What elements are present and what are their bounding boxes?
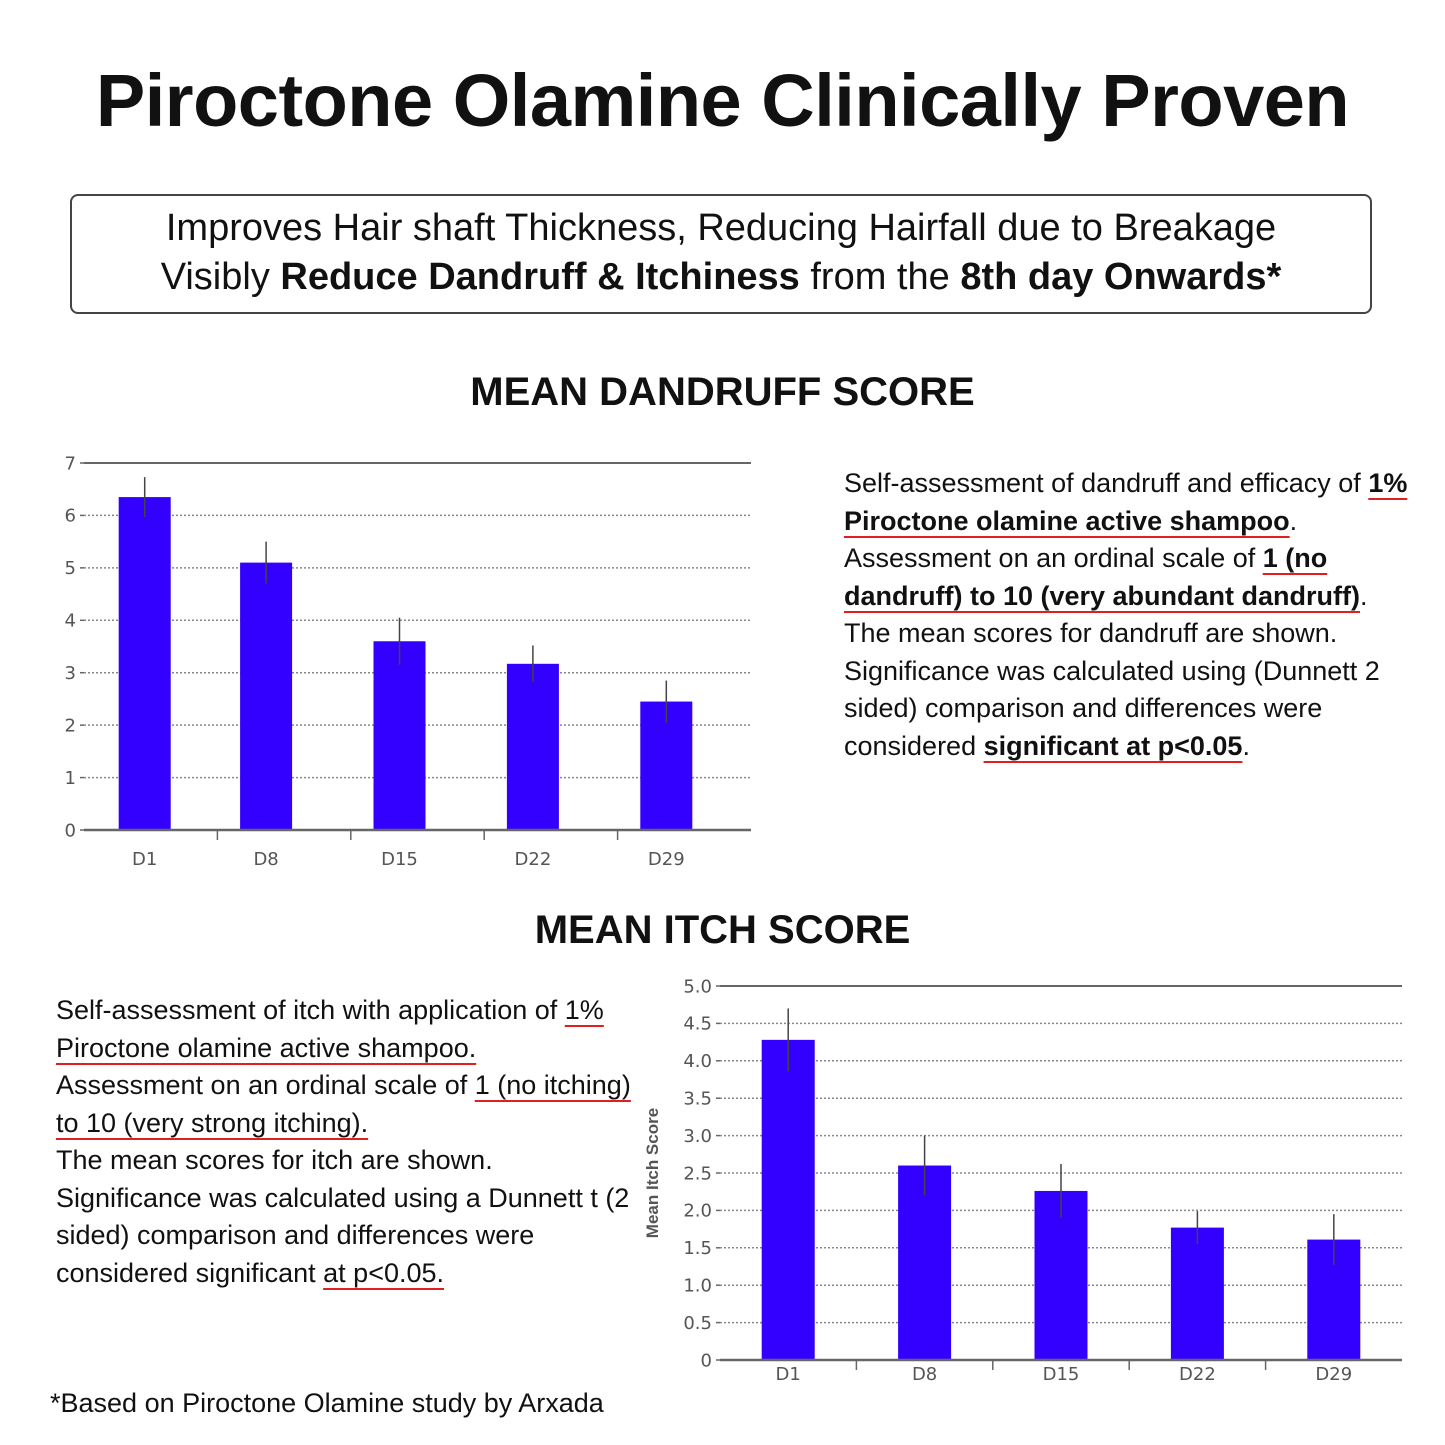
dandruff-chart-bar-d15: [374, 641, 426, 830]
claim-line-2-pre: Visibly: [160, 256, 281, 298]
claim-highlight-2: 8th day Onwards*: [960, 256, 1282, 298]
dandruff-chart-bar-d1: [119, 497, 171, 830]
claim-highlight-1: Reduce Dandruff & Itchiness: [280, 256, 800, 298]
itch-chart-y-axis-label: Mean Itch Score: [643, 1107, 662, 1239]
dandruff-chart-xtick-label: D15: [381, 849, 418, 870]
dandruff-desc-significance: significant at p<0.05: [983, 730, 1243, 761]
dandruff-desc-p3-end: .: [1242, 730, 1250, 761]
dandruff-description: [844, 465, 1424, 765]
dandruff-section-title: MEAN DANDRUFF SCORE: [470, 370, 975, 414]
page-title: Piroctone Olamine Clinically Proven: [95, 59, 1350, 142]
dandruff-desc-p1: Self-assessment of dandruff and efficacy of: [844, 468, 1369, 498]
dandruff-chart-bar-d22: [507, 664, 559, 830]
itch-chart-ytick-label: 2.0: [683, 1200, 712, 1222]
claim-line-2: [72, 253, 1370, 302]
dandruff-chart-ytick-label: 1: [64, 767, 76, 789]
dandruff-chart-ytick-label: 6: [64, 505, 76, 527]
itch-chart-ytick-label: 3.5: [683, 1088, 712, 1110]
itch-desc-p3: The mean scores for itch are shown. Significance was calculated using a Dunnett t (2 sided) comparison and differences were considered significant: [56, 1145, 630, 1288]
itch-chart-xtick-label: D22: [1179, 1364, 1216, 1385]
itch-chart-ytick-label: 0.5: [683, 1312, 712, 1334]
dandruff-chart-ytick-label: 7: [64, 453, 76, 475]
itch-desc-product: 1% Piroctone olamine active shampoo.: [56, 995, 604, 1063]
dandruff-chart-ytick-label: 2: [64, 715, 76, 737]
itch-desc-p1: Self-assessment of itch with application of: [56, 995, 565, 1025]
itch-chart-ytick-label: 1.0: [683, 1275, 712, 1297]
itch-chart-ytick-label: 5.0: [683, 976, 712, 998]
claim-line-1: Improves Hair shaft Thickness, Reducing Hairfall due to Breakage: [165, 207, 1277, 249]
itch-chart-ytick-label: 4.5: [683, 1013, 712, 1035]
dandruff-chart-ytick-label: 0: [64, 820, 76, 842]
dandruff-desc-p2: Assessment on an ordinal scale of: [844, 543, 1263, 573]
itch-section-title: MEAN ITCH SCORE: [534, 908, 911, 952]
dandruff-bar-chart: [0, 440, 780, 890]
itch-desc-scale: 1 (no itching) to 10 (very strong itching).: [56, 1070, 631, 1138]
itch-chart-ytick-label: 1.5: [683, 1238, 712, 1260]
itch-description: [56, 992, 636, 1292]
itch-desc-significance: at p<0.05.: [323, 1257, 445, 1288]
itch-chart-bar-d1: [762, 1040, 815, 1360]
dandruff-chart-ytick-label: 4: [64, 610, 76, 632]
itch-chart-ytick-label: 2.5: [683, 1163, 712, 1185]
dandruff-desc-p3: The mean scores for dandruff are shown. Significance was calculated using (Dunnett 2 sided) comparison and differences were considered: [844, 618, 1380, 761]
dandruff-chart-ytick-label: 3: [64, 663, 76, 685]
dandruff-desc-p2-end: .: [1360, 580, 1368, 611]
dandruff-chart-xtick-label: D1: [132, 849, 158, 870]
dandruff-chart-xtick-label: D8: [253, 849, 279, 870]
itch-desc-p2: Assessment on an ordinal scale of: [56, 1070, 475, 1100]
itch-chart-xtick-label: D15: [1042, 1364, 1080, 1385]
footnote: *Based on Piroctone Olamine study by Arxada: [50, 1388, 604, 1418]
itch-chart-bar-d22: [1171, 1228, 1224, 1360]
itch-chart-xtick-label: D1: [775, 1364, 801, 1385]
itch-chart-xtick-label: D8: [911, 1364, 938, 1385]
itch-chart-xtick-label: D29: [1315, 1364, 1353, 1385]
itch-bar-chart: [640, 970, 1430, 1400]
dandruff-chart-xtick-label: D29: [647, 849, 685, 870]
itch-chart-ytick-label: 0: [700, 1350, 712, 1372]
itch-chart-ytick-label: 4.0: [683, 1051, 712, 1073]
claim-line-2-mid: from the: [799, 256, 961, 298]
dandruff-desc-scale: 1 (no dandruff) to 10 (very abundant dandruff): [844, 543, 1360, 611]
dandruff-chart-bar-d8: [240, 563, 292, 830]
itch-chart-ytick-label: 3.0: [683, 1125, 712, 1147]
dandruff-desc-p1-end: .: [1289, 505, 1298, 536]
dandruff-desc-product: 1% Piroctone olamine active shampoo: [844, 468, 1408, 536]
dandruff-chart-ytick-label: 5: [64, 558, 76, 580]
dandruff-chart-xtick-label: D22: [514, 849, 552, 870]
claim-box: [70, 194, 1372, 314]
